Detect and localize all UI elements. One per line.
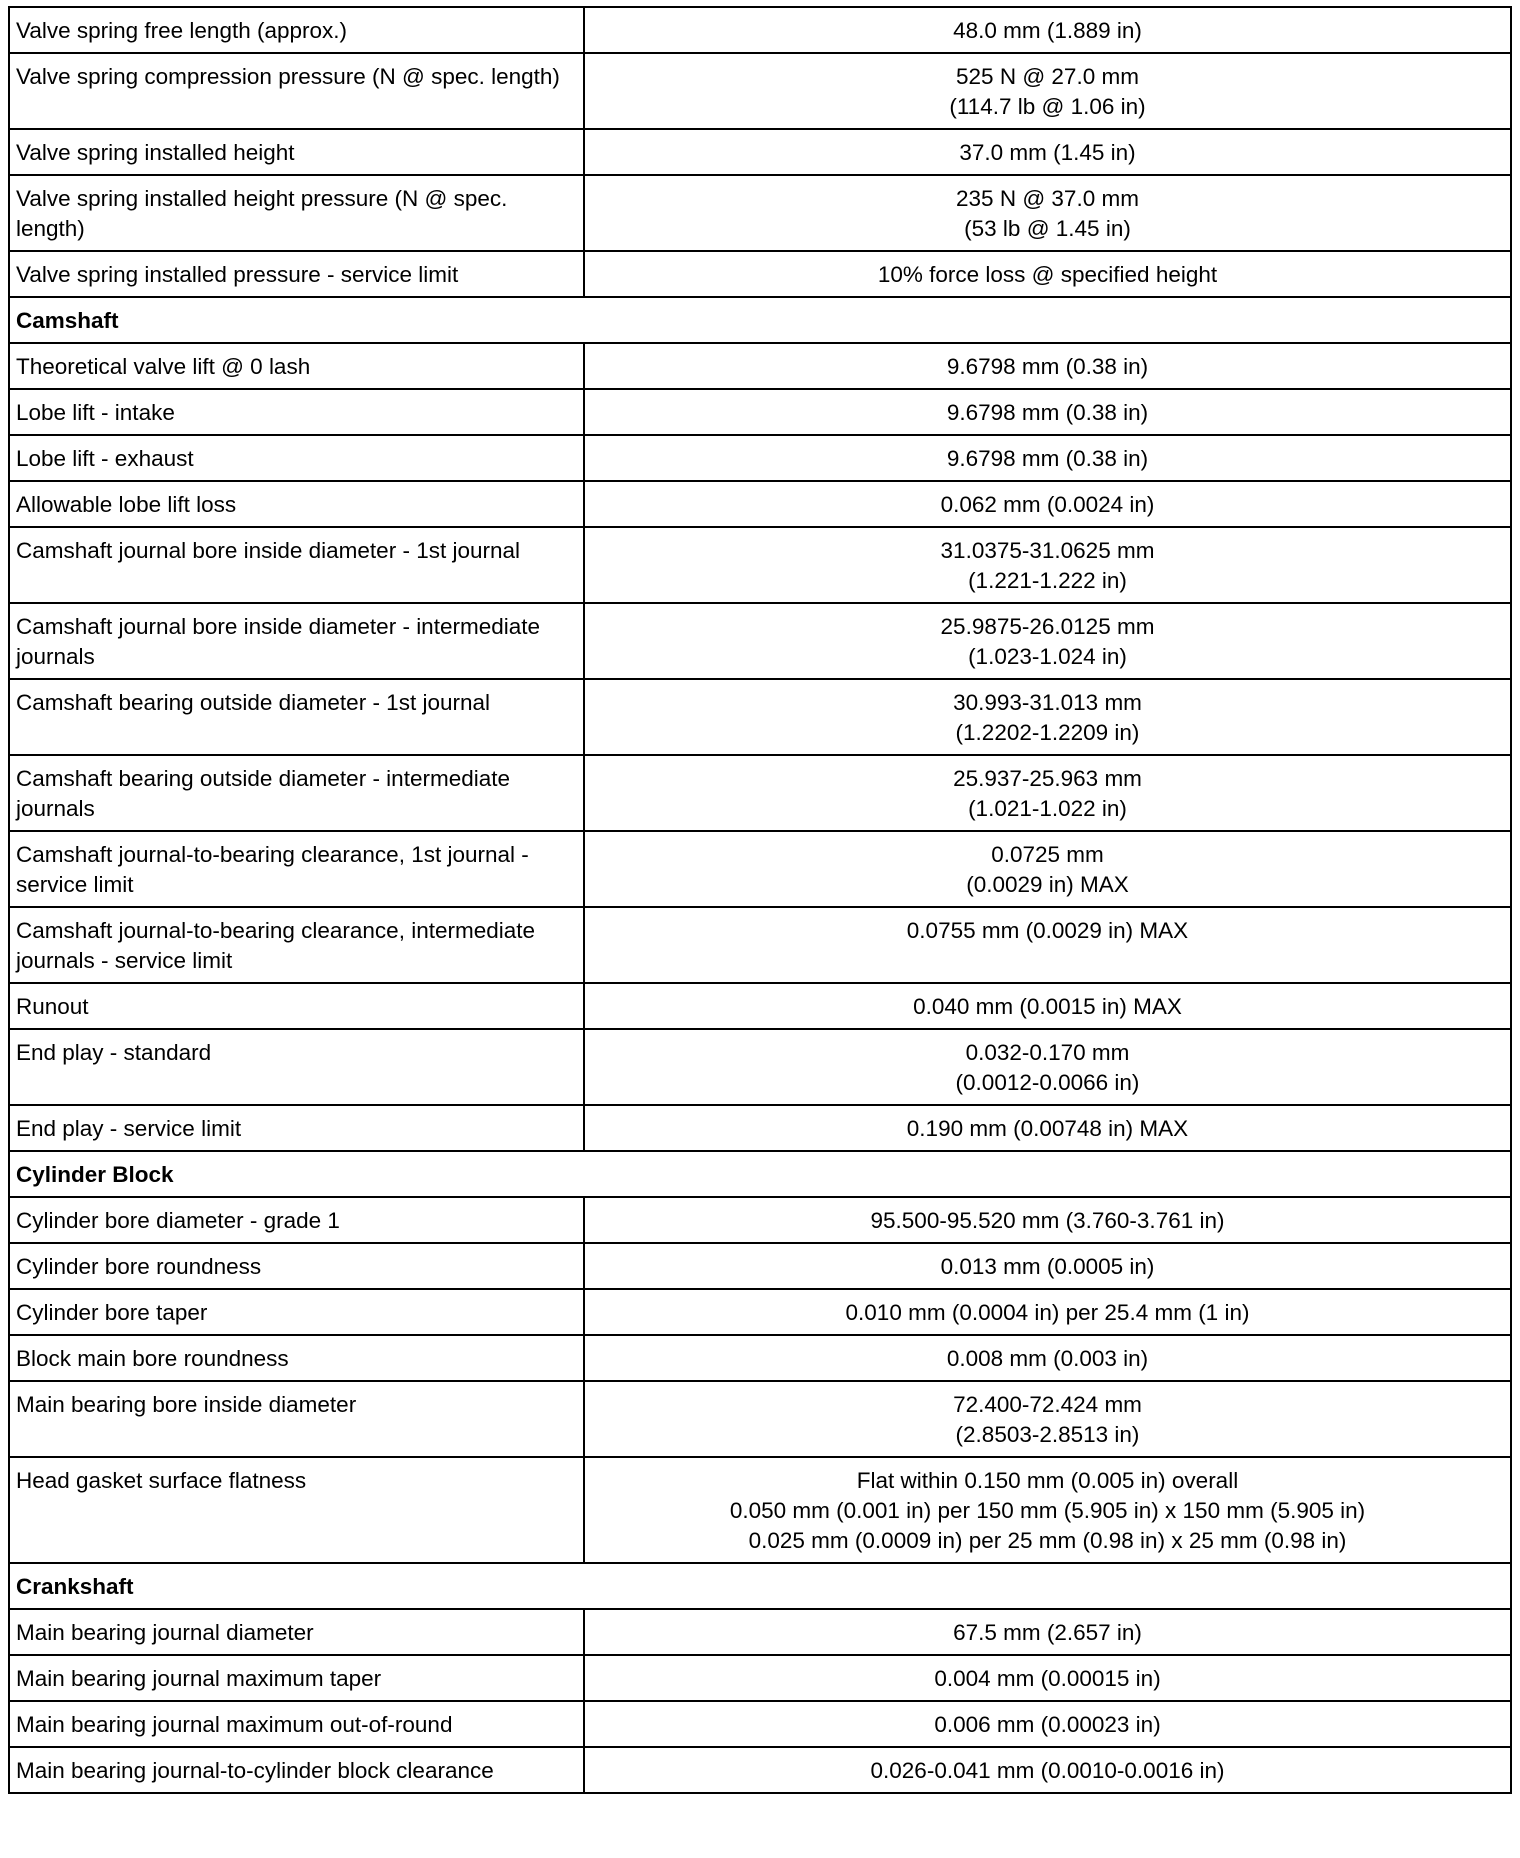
spec-value: 30.993-31.013 mm (1.2202-1.2209 in)	[584, 679, 1511, 755]
spec-label: Valve spring free length (approx.)	[9, 7, 584, 53]
spec-label: Allowable lobe lift loss	[9, 481, 584, 527]
spec-row	[9, 679, 1511, 755]
spec-value: 25.9875-26.0125 mm (1.023-1.024 in)	[584, 603, 1511, 679]
spec-row	[9, 1105, 1511, 1151]
spec-row	[9, 251, 1511, 297]
section-header-row	[9, 1563, 1511, 1609]
spec-value: 48.0 mm (1.889 in)	[584, 7, 1511, 53]
spec-value: 0.006 mm (0.00023 in)	[584, 1701, 1511, 1747]
spec-value: 0.190 mm (0.00748 in) MAX	[584, 1105, 1511, 1151]
spec-row	[9, 389, 1511, 435]
spec-label: Valve spring compression pressure (N @ spec. length)	[9, 53, 584, 129]
spec-value: 9.6798 mm (0.38 in)	[584, 389, 1511, 435]
section-title: Cylinder Block	[9, 1151, 1511, 1197]
spec-row	[9, 481, 1511, 527]
spec-label: Cylinder bore taper	[9, 1289, 584, 1335]
spec-row	[9, 831, 1511, 907]
section-title: Camshaft	[9, 297, 1511, 343]
spec-row	[9, 7, 1511, 53]
spec-label: Main bearing journal-to-cylinder block clearance	[9, 1747, 584, 1793]
spec-label: Lobe lift - exhaust	[9, 435, 584, 481]
spec-value: 95.500-95.520 mm (3.760-3.761 in)	[584, 1197, 1511, 1243]
spec-value: 0.040 mm (0.0015 in) MAX	[584, 983, 1511, 1029]
section-header-row	[9, 297, 1511, 343]
spec-value: 0.026-0.041 mm (0.0010-0.0016 in)	[584, 1747, 1511, 1793]
spec-row	[9, 53, 1511, 129]
spec-label: Camshaft journal-to-bearing clearance, 1st journal - service limit	[9, 831, 584, 907]
spec-value: 0.0755 mm (0.0029 in) MAX	[584, 907, 1511, 983]
spec-label: Main bearing journal diameter	[9, 1609, 584, 1655]
spec-value: 10% force loss @ specified height	[584, 251, 1511, 297]
spec-label: Camshaft bearing outside diameter - 1st journal	[9, 679, 584, 755]
spec-value: 0.004 mm (0.00015 in)	[584, 1655, 1511, 1701]
spec-value: 0.0725 mm (0.0029 in) MAX	[584, 831, 1511, 907]
spec-label: Block main bore roundness	[9, 1335, 584, 1381]
spec-row	[9, 527, 1511, 603]
spec-row	[9, 1029, 1511, 1105]
spec-label: Camshaft journal bore inside diameter - 1st journal	[9, 527, 584, 603]
spec-label: Camshaft journal-to-bearing clearance, intermediate journals - service limit	[9, 907, 584, 983]
spec-label: Main bearing journal maximum out-of-round	[9, 1701, 584, 1747]
spec-row	[9, 1243, 1511, 1289]
specification-table	[8, 6, 1512, 1794]
spec-value: Flat within 0.150 mm (0.005 in) overall 0.050 mm (0.001 in) per 150 mm (5.905 in) x 150 mm (5.905 in) 0.025 mm (0.0009 in) per 25 mm (0.98 in) x 25 mm (0.98 in)	[584, 1457, 1511, 1563]
spec-label: Valve spring installed height pressure (N @ spec. length)	[9, 175, 584, 251]
spec-row	[9, 1655, 1511, 1701]
spec-row	[9, 1609, 1511, 1655]
spec-row	[9, 1457, 1511, 1563]
spec-value: 0.013 mm (0.0005 in)	[584, 1243, 1511, 1289]
spec-value: 72.400-72.424 mm (2.8503-2.8513 in)	[584, 1381, 1511, 1457]
spec-row	[9, 755, 1511, 831]
spec-row	[9, 983, 1511, 1029]
spec-label: Head gasket surface flatness	[9, 1457, 584, 1563]
spec-label: Cylinder bore roundness	[9, 1243, 584, 1289]
spec-value: 235 N @ 37.0 mm (53 lb @ 1.45 in)	[584, 175, 1511, 251]
spec-row	[9, 435, 1511, 481]
spec-label: Runout	[9, 983, 584, 1029]
spec-row	[9, 343, 1511, 389]
spec-row	[9, 1701, 1511, 1747]
spec-row	[9, 175, 1511, 251]
spec-row	[9, 603, 1511, 679]
spec-label: Camshaft bearing outside diameter - intermediate journals	[9, 755, 584, 831]
spec-value: 0.062 mm (0.0024 in)	[584, 481, 1511, 527]
spec-value: 0.010 mm (0.0004 in) per 25.4 mm (1 in)	[584, 1289, 1511, 1335]
spec-value: 0.008 mm (0.003 in)	[584, 1335, 1511, 1381]
spec-value: 31.0375-31.0625 mm (1.221-1.222 in)	[584, 527, 1511, 603]
spec-value: 0.032-0.170 mm (0.0012-0.0066 in)	[584, 1029, 1511, 1105]
spec-label: Cylinder bore diameter - grade 1	[9, 1197, 584, 1243]
spec-value: 525 N @ 27.0 mm (114.7 lb @ 1.06 in)	[584, 53, 1511, 129]
spec-value: 25.937-25.963 mm (1.021-1.022 in)	[584, 755, 1511, 831]
spec-value: 37.0 mm (1.45 in)	[584, 129, 1511, 175]
spec-row	[9, 1197, 1511, 1243]
spec-value: 67.5 mm (2.657 in)	[584, 1609, 1511, 1655]
section-header-row	[9, 1151, 1511, 1197]
spec-row	[9, 907, 1511, 983]
spec-row	[9, 1381, 1511, 1457]
spec-label: Valve spring installed pressure - service limit	[9, 251, 584, 297]
spec-label: End play - standard	[9, 1029, 584, 1105]
spec-label: Camshaft journal bore inside diameter - intermediate journals	[9, 603, 584, 679]
spec-row	[9, 129, 1511, 175]
spec-row	[9, 1335, 1511, 1381]
spec-label: Main bearing journal maximum taper	[9, 1655, 584, 1701]
section-title: Crankshaft	[9, 1563, 1511, 1609]
spec-label: Lobe lift - intake	[9, 389, 584, 435]
spec-label: End play - service limit	[9, 1105, 584, 1151]
spec-row	[9, 1289, 1511, 1335]
specification-table-body	[9, 7, 1511, 1793]
spec-label: Valve spring installed height	[9, 129, 584, 175]
spec-value: 9.6798 mm (0.38 in)	[584, 343, 1511, 389]
spec-label: Main bearing bore inside diameter	[9, 1381, 584, 1457]
spec-row	[9, 1747, 1511, 1793]
spec-label: Theoretical valve lift @ 0 lash	[9, 343, 584, 389]
spec-value: 9.6798 mm (0.38 in)	[584, 435, 1511, 481]
